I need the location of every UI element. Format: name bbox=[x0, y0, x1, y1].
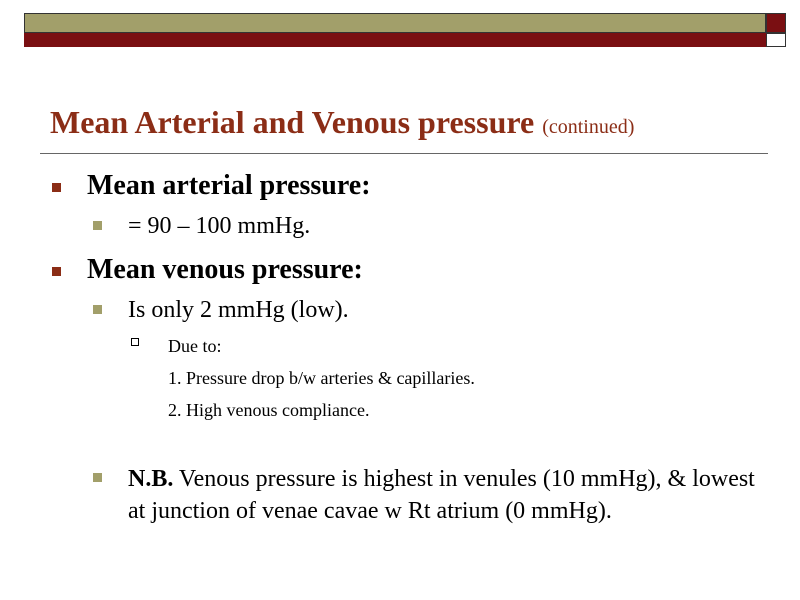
title-divider bbox=[40, 153, 768, 154]
bullet-reason-1: 1. Pressure drop b/w arteries & capillaries. bbox=[168, 368, 475, 388]
bullet-mean-venous: Mean venous pressure: bbox=[87, 254, 363, 285]
slide-title-main: Mean Arterial and Venous pressure bbox=[50, 104, 535, 140]
bullet-mean-arterial: Mean arterial pressure: bbox=[87, 170, 371, 201]
note-paragraph bbox=[128, 463, 768, 527]
bullet-due-to: Due to: bbox=[168, 336, 222, 356]
square-bullet-icon bbox=[93, 305, 102, 314]
square-bullet-icon bbox=[52, 183, 61, 192]
header-band-red bbox=[24, 33, 766, 47]
bullet-venous-value: Is only 2 mmHg (low). bbox=[128, 297, 349, 323]
square-bullet-icon bbox=[52, 267, 61, 276]
header-band-olive bbox=[24, 13, 766, 33]
note-text: Venous pressure is highest in venules (10 mmHg), & lowest at junction of venae cavae w Rt atrium (0 mmHg). bbox=[128, 466, 755, 524]
header-corner-block bbox=[766, 13, 786, 33]
bullet-arterial-value: = 90 – 100 mmHg. bbox=[128, 213, 311, 239]
slide-title-sub: (continued) bbox=[542, 116, 635, 138]
header-corner-box bbox=[766, 33, 786, 47]
note-label: N.B. bbox=[128, 466, 174, 492]
square-bullet-icon bbox=[93, 473, 102, 482]
bullet-reason-2: 2. High venous compliance. bbox=[168, 400, 370, 420]
hollow-square-bullet-icon bbox=[131, 338, 139, 346]
slide-title bbox=[50, 104, 634, 141]
square-bullet-icon bbox=[93, 221, 102, 230]
